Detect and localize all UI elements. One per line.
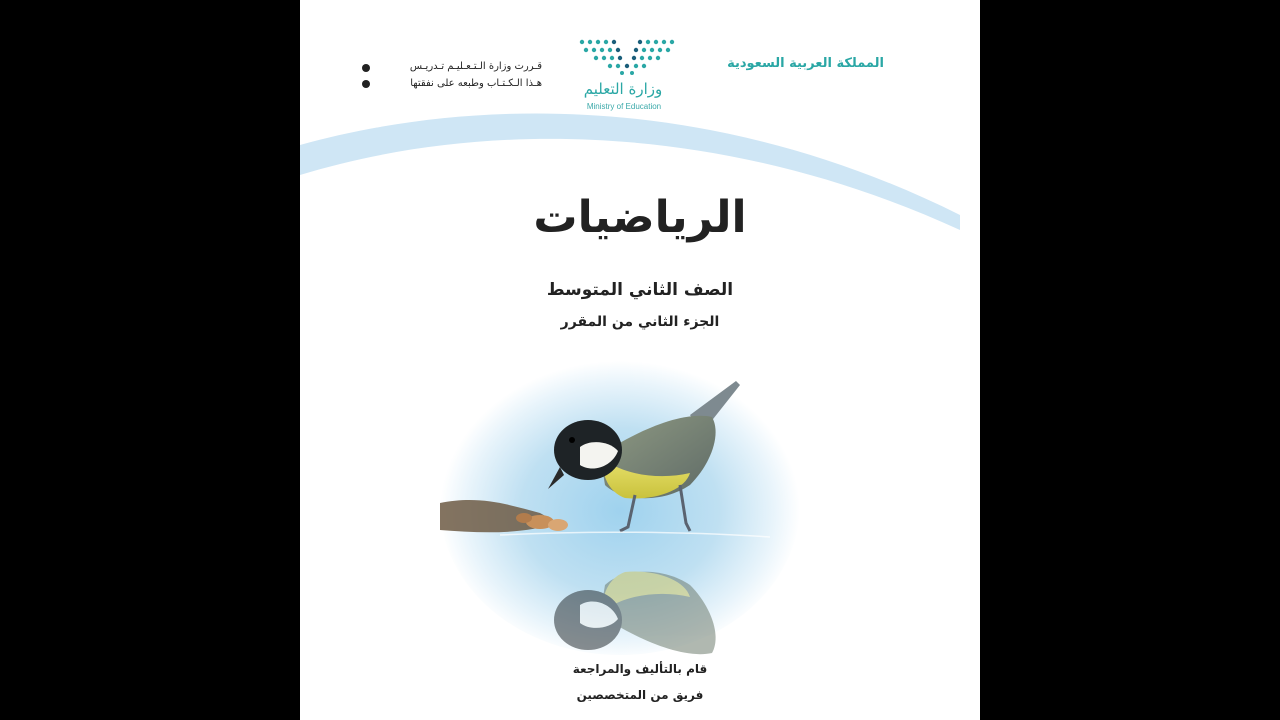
ministry-notice: [352, 58, 542, 92]
notice-line-1: قـررت وزارة الـتـعـليـم تـدريـس: [409, 61, 542, 72]
book-title: الرياضيات: [533, 192, 747, 243]
credits-line-1: قام بالتأليف والمراجعة: [572, 662, 708, 676]
ministry-name-arabic: وزارة التعليم: [583, 80, 663, 98]
ministry-name-english: Ministry of Education: [586, 102, 662, 111]
grade-label: الصف الثاني المتوسط: [546, 280, 734, 300]
credits-line-2: فريق من المتخصصين: [576, 688, 704, 702]
bullet-icon: [362, 64, 370, 72]
notice-line-2: هـذا الـكـتـاب وطبعه على نفقتها: [410, 78, 542, 89]
book-cover: [300, 0, 980, 720]
ministry-logo: [568, 38, 688, 120]
bird-photo: [440, 355, 800, 655]
part-label: الجزء الثاني من المقرر: [560, 314, 720, 330]
ministry-dots-icon: [576, 38, 680, 76]
kingdom-label: المملكة العربية السعودية: [727, 56, 884, 71]
bullet-icon: [362, 80, 370, 88]
notice-bullets: [362, 64, 372, 88]
